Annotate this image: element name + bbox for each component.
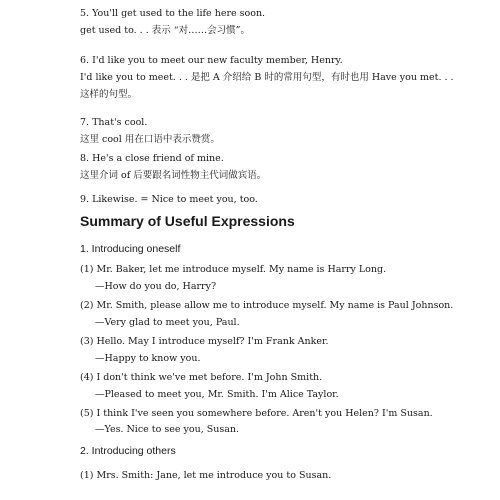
note-line: 6. I'd like you to meet our new faculty member, Henry.	[80, 55, 343, 66]
example-first-line: (3) Hello. May I introduce myself? I'm Frank Anker.	[80, 336, 329, 347]
note-line: get used to. . . 表示 “对……会习惯”。	[80, 25, 250, 36]
note-7	[80, 117, 480, 146]
note-line: 7. That's cool.	[80, 117, 148, 128]
note-8	[80, 153, 480, 182]
example-reply-line: —Very glad to meet you, Paul.	[95, 317, 240, 328]
example-reply-line: —How do you do, Harry?	[95, 281, 217, 292]
note-line: I'd like you to meet. . . 是把 A 介绍给 B 时的常用句型，有时也用 Have you met. . .	[80, 72, 454, 83]
example-item	[80, 300, 490, 329]
section-title-introducing-oneself: 1. Introducing oneself	[80, 243, 181, 255]
note-line: 9. Likewise. = Nice to meet you, too.	[80, 194, 258, 205]
example-reply-line: —Happy to know you.	[95, 353, 201, 364]
example-item	[80, 264, 490, 293]
note-9	[80, 194, 480, 206]
note-5	[80, 8, 480, 37]
example-first-line: (4) I don't think we've met before. I'm John Smith.	[80, 372, 323, 383]
example-reply-line: —Yes. Nice to see you, Susan.	[95, 424, 240, 435]
example-first-line: (2) Mr. Smith, please allow me to introduce myself. My name is Paul Johnson.	[80, 300, 454, 311]
note-line: 这里介词 of 后要跟名词性物主代词做宾语。	[80, 170, 267, 181]
summary-heading: Summary of Useful Expressions	[80, 213, 295, 229]
example-first-line: (5) I think I've seen you somewhere before. Aren't you Helen? I'm Susan.	[80, 408, 433, 419]
section-title-introducing-others: 2. Introducing others	[80, 445, 176, 457]
example-item	[80, 408, 490, 436]
example-reply-line: —Pleased to meet you, Mr. Smith. I'm Alice Taylor.	[95, 389, 339, 400]
example-item	[80, 372, 490, 401]
example-first-line: (1) Mrs. Smith: Jane, let me introduce you to Susan.	[80, 470, 332, 481]
example-first-line: (1) Mr. Baker, let me introduce myself. My name is Harry Long.	[80, 264, 387, 275]
note-line: 这里 cool 用在口语中表示赞赏。	[80, 134, 220, 145]
example-item	[80, 336, 490, 365]
note-6	[80, 55, 480, 101]
note-line: 8. He's a close friend of mine.	[80, 153, 224, 164]
note-line: 这样的句型。	[80, 89, 138, 100]
example-item	[80, 470, 490, 482]
note-line: 5. You'll get used to the life here soon.	[80, 8, 266, 19]
